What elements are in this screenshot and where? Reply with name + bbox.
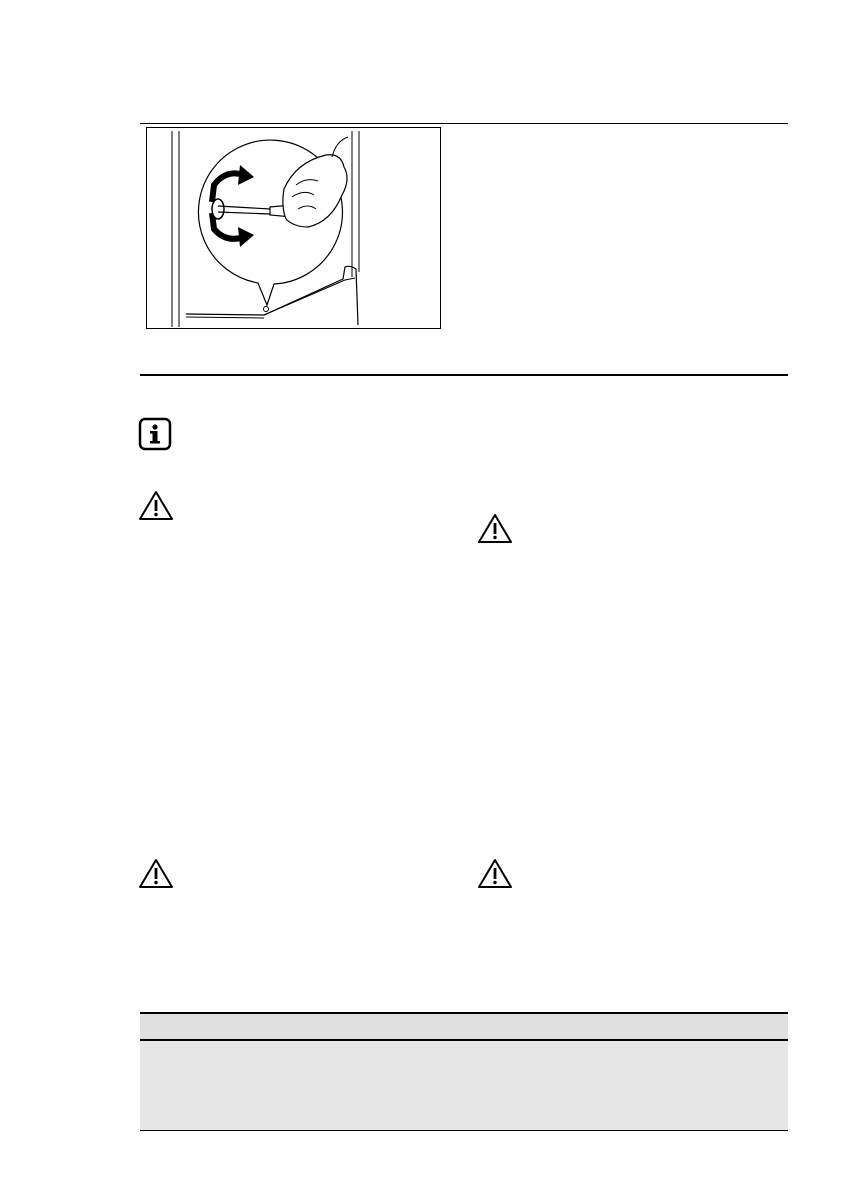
section-rule — [140, 374, 788, 376]
troubleshooting-table — [140, 1012, 788, 1132]
top-rule — [140, 123, 788, 124]
table-header — [140, 1012, 788, 1041]
warning-triangle-icon — [477, 512, 513, 545]
adjustment-figure — [146, 127, 441, 329]
warning-triangle-icon — [138, 857, 174, 890]
info-icon — [138, 417, 172, 451]
warning-triangle-icon — [138, 489, 174, 522]
table-row — [140, 1041, 788, 1131]
screwdriver-adjustment-illustration — [146, 127, 441, 329]
warning-triangle-icon — [477, 857, 513, 890]
